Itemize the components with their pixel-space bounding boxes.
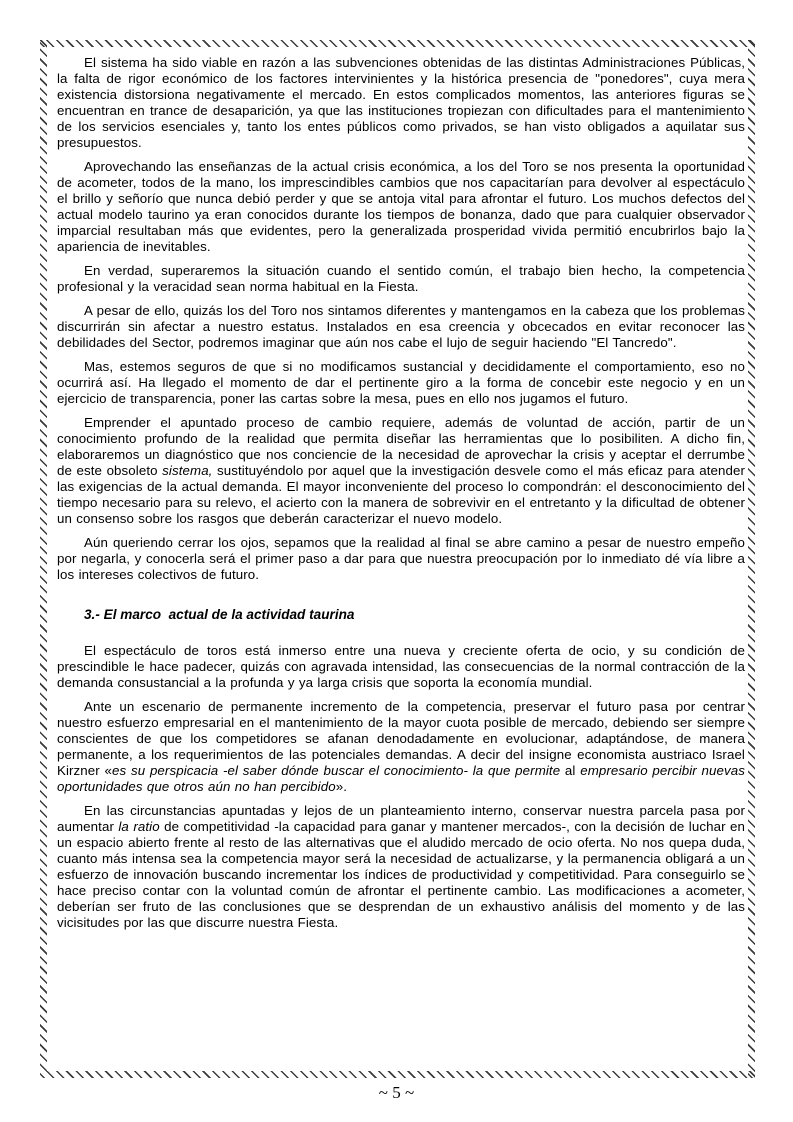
text-run: El espectáculo de toros está inmerso entre una nueva y creciente oferta de ocio, y su condición de prescindible le hace padecer, quizás con agravada intensidad, las consecuencias de la normal contracción de la demanda consustancial a la profunda y ya larga crisis que soporta la economía mundial.: [57, 643, 745, 690]
text-run: al: [560, 763, 581, 778]
italic-text-run: sistema,: [162, 463, 213, 478]
body-paragraph: [57, 803, 745, 931]
text-run: El sistema ha sido viable en razón a las subvenciones obtenidas de las distintas Administraciones Públicas, la falta de rigor económico de los factores intervinientes y la histórica presencia de "ponedores", cuya mera existencia distorsiona negativamente el mercado. En estos complicados momentos, las anteriores figuras se encuentran en trance de desaparición, ya que las instituciones tropiezan con dificultades para el mantenimiento de los servicios esenciales y, tanto los entes públicos como privados, se han visto obligados a aquilatar sus presupuestos.: [57, 55, 745, 150]
italic-text-run: la ratio: [118, 819, 160, 834]
text-run: de competitividad -la capacidad para ganar y mantener mercados-, con la decisión de luchar en un espacio abierto frente al resto de las alternativas que el aludido mercado de ocio oferta. No nos quepa duda, cuanto más intensa sea la competencia mayor será la necesidad de actualizarse, y la permanencia obligará a un esfuerzo de innovación buscando incrementar los índices de productividad y competitividad. Para conseguirlo se hace preciso contar con la voluntad común de afrontar el pertinente cambio. Las modificaciones a acometer, deberían ser fruto de las conclusiones que se desprendan de un exhaustivo análisis del momento y de las vicisitudes por las que discurre nuestra Fiesta.: [57, 819, 745, 930]
italic-text-run: empresario percibir nuevas oportunidades que otros aún no han percibido: [57, 763, 746, 794]
document-content: [57, 55, 745, 939]
text-run: Mas, estemos seguros de que si no modificamos sustancial y decididamente el comportamiento, eso no ocurrirá así. Ha llegado el momento de dar el pertinente giro a la forma de concebir este negocio y en un ejercicio de transparencia, poner las cartas sobre la mesa, pues en ello nos jugamos el futuro.: [57, 359, 745, 406]
body-paragraph: [57, 643, 745, 691]
page-border-bottom: [40, 1071, 755, 1078]
text-run: Ante un escenario de permanente incremento de la competencia, preservar el futuro pasa por centrar nuestro esfuerzo empresarial en el mantenimiento de la mayor cuota posible de mercado, debiendo ser siempre conscientes de que los competidores se afanan denodadamente en evolucionar, adaptándose, de manera permanente, a los requerimientos de las potenciales demandas. A decir del insigne economista austriaco Israel Kirzner «: [57, 699, 745, 778]
body-paragraph: [57, 535, 745, 583]
italic-text-run: es su perspicacia -el saber dónde buscar el conocimiento- la que permite: [112, 763, 561, 778]
text-run: Emprender el apuntado proceso de cambio requiere, además de voluntad de acción, partir de un conocimiento profundo de la realidad que permita diseñar las herramientas que lo posibiliten. A dicho fin, elaboraremos un diagnóstico que nos conciencie de la necesidad de aprovechar la crisis y aceptar el derrumbe de este obsoleto: [57, 415, 745, 478]
section-heading: [57, 607, 745, 623]
text-run: Aún queriendo cerrar los ojos, sepamos que la realidad al final se abre camino a pesar de nuestro empeño por negarla, y conocerla será el primer paso a dar para que nuestra preocupación por lo inmediato dé vía libre a los intereses colectivos de futuro.: [57, 535, 745, 582]
text-run: Aprovechando las enseñanzas de la actual crisis económica, a los del Toro se nos presenta la oportunidad de acometer, todos de la mano, los imprescindibles cambios que nos capacitarían para devolver al espectáculo el brillo y señorío que nunca debió perder y que se antoja vital para afrontar el futuro. Los muchos defectos del actual modelo taurino ya eran conocidos durante los tiempos de bonanza, dado que para cualquier observador imparcial resultaban más que evidentes, pero la generalizada prosperidad vivida permitió encubrirlos bajo la apariencia de inevitables.: [57, 159, 745, 254]
text-run: En las circunstancias apuntadas y lejos de un planteamiento interno, conservar nuestra parcela pasa por aumentar: [57, 803, 745, 834]
body-paragraph: [57, 699, 745, 795]
text-run: 3.- El marco actual de la actividad taurina: [84, 607, 355, 622]
body-paragraph: [57, 55, 745, 151]
page-border-top: [40, 40, 755, 47]
body-paragraph: [57, 159, 745, 255]
text-run: A pesar de ello, quizás los del Toro nos sintamos diferentes y mantengamos en la cabeza que los problemas discurrirán sin afectar a nuestro estatus. Instalados en esa creencia y obcecados en evitar reconocer las debilidades del Sector, podremos imaginar que aún nos cabe el lujo de seguir haciendo "El Tancredo".: [57, 303, 745, 350]
body-paragraph: [57, 263, 745, 295]
text-run: sustituyéndolo por aquel que la investigación desvele como el más eficaz para atender las exigencias de la actual demanda. El mayor inconveniente del proceso lo compondrán: el desconocimiento del tiempo necesario para su relevo, el acierto con la manera de sobrevivir en el entretanto y la dificultad de obtener un consenso sobre los rasgos que deberán caracterizar el nuevo modelo.: [57, 463, 745, 526]
text-run: En verdad, superaremos la situación cuando el sentido común, el trabajo bien hecho, la competencia profesional y la veracidad sean norma habitual en la Fiesta.: [57, 263, 745, 294]
page-number: ~ 5 ~: [378, 1083, 415, 1102]
body-paragraph: [57, 359, 745, 407]
body-paragraph: [57, 415, 745, 527]
body-paragraph: [57, 303, 745, 351]
page-border-left: [40, 40, 47, 1078]
page-border-right: [748, 40, 755, 1078]
text-run: ».: [335, 779, 348, 794]
